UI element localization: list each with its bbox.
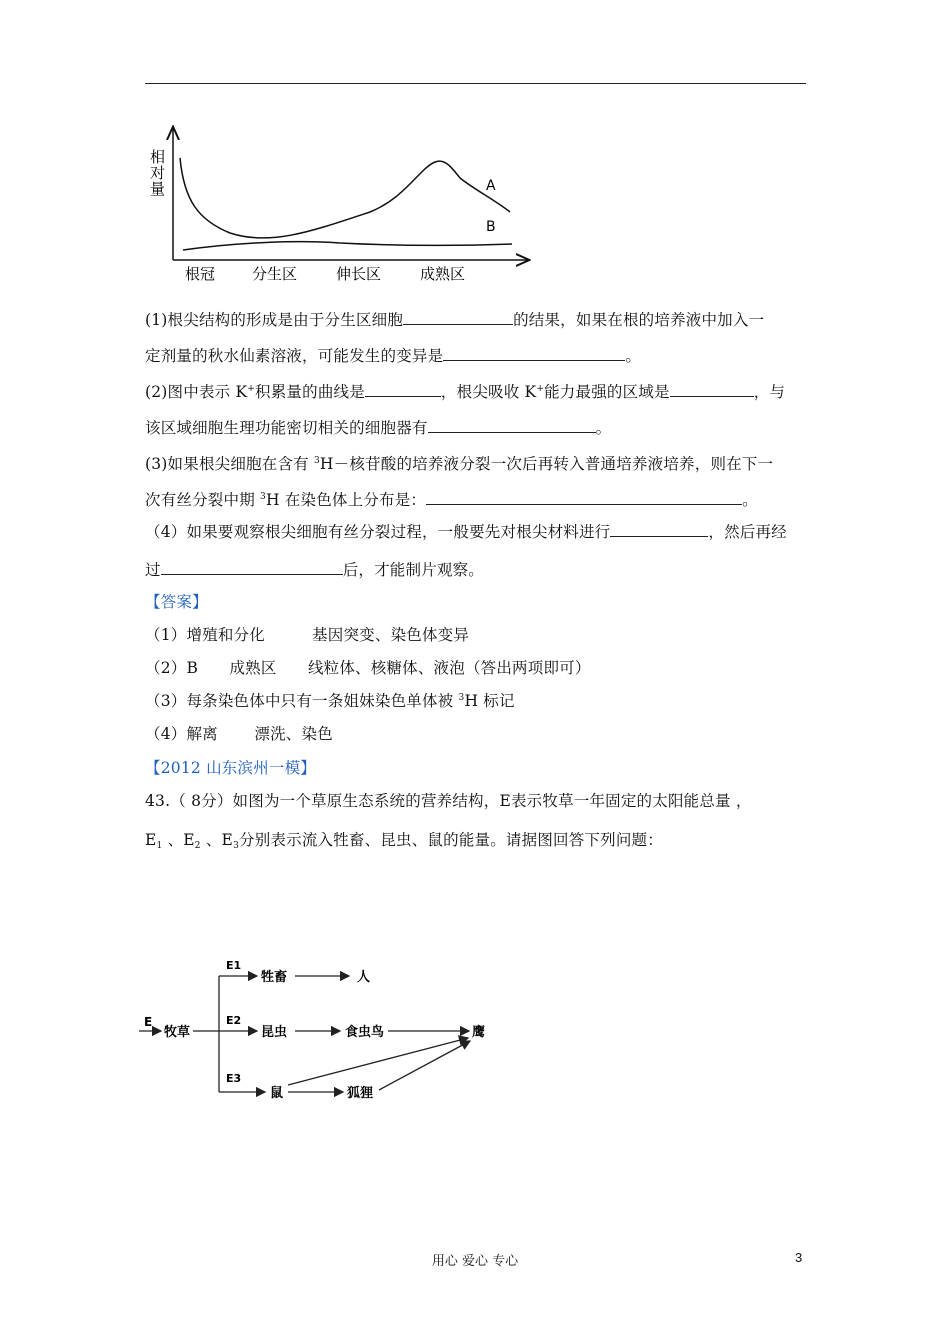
header-rule — [145, 83, 806, 84]
food-web-figure — [135, 955, 495, 1105]
node-insect: 昆虫 — [261, 1025, 288, 1040]
answer-heading: 【答案】 — [145, 593, 208, 611]
x-label-maturation: 成熟区 — [420, 265, 466, 283]
answer-1: （1）增殖和分化 基因突变、染色体变异 — [145, 626, 470, 644]
x-label-elongation: 伸长区 — [336, 265, 382, 283]
node-insectivore-bird: 食虫鸟 — [345, 1025, 385, 1040]
question-2-line-2: 该区域细胞生理功能密切相关的细胞器有 。 — [145, 419, 612, 437]
root-tip-curve-figure — [140, 120, 540, 290]
label-e1: E1 — [226, 959, 242, 972]
answer-2: （2）B 成熟区 线粒体、核糖体、液泡（答出两项即可） — [145, 659, 591, 677]
answer-blank[interactable] — [428, 418, 596, 433]
answer-blank[interactable] — [670, 382, 754, 397]
question-1-line-2: 定剂量的秋水仙素溶液，可能发生的变异是 。 — [145, 347, 642, 365]
arrow-mouse-to-eagle — [288, 1038, 468, 1085]
answer-blank[interactable] — [365, 382, 441, 397]
node-human: 人 — [357, 970, 371, 985]
y-label-2: 对 — [150, 164, 166, 182]
question-4-line-2: 过 后，才能制片观察。 — [145, 561, 485, 579]
page-footer: 用心 爱心 专心 — [431, 1254, 519, 1269]
question-1-line-1: (1)根尖结构的形成是由于分生区细胞 的结果，如果在根的培养液中加入一 — [145, 311, 765, 329]
label-e: E — [144, 1015, 153, 1029]
curve-label-b: B — [486, 219, 496, 235]
label-e2: E2 — [226, 1014, 242, 1027]
curve-b — [183, 242, 512, 250]
curve-a — [180, 158, 510, 238]
question-3-line-1: (3)如果根尖细胞在含有 $^3$H－核苷酸的培养液分裂一次后再转入普通培养液培养，则在下一 — [145, 455, 774, 473]
source-tag: 【2012 山东滨州一模】 — [145, 759, 316, 777]
answer-4: （4）解离 漂洗、染色 — [145, 725, 333, 743]
y-label-1: 相 — [150, 148, 166, 166]
question-43-line-2: $E_1$ 、$E_2$ 、$E_3$分别表示流入牲畜、昆虫、鼠的能量。请据图回答下列问题： — [145, 831, 663, 851]
question-3-line-2: 次有丝分裂中期 $^3$H 在染色体上分布是： 。 — [145, 491, 758, 509]
answer-blank[interactable] — [161, 560, 343, 575]
node-mouse: 鼠 — [270, 1086, 284, 1101]
x-label-meristem: 分生区 — [252, 265, 298, 283]
answer-blank[interactable] — [610, 522, 708, 537]
curve-label-a: A — [486, 178, 496, 194]
arrow-fox-to-eagle — [379, 1041, 470, 1090]
node-livestock: 牲畜 — [261, 970, 288, 985]
answer-blank[interactable] — [403, 310, 513, 325]
x-label-root-cap: 根冠 — [185, 265, 216, 283]
answer-3: （3）每条染色体中只有一条姐妹染色单体被 $^3$H 标记 — [145, 692, 515, 710]
question-4-line-1: （4）如果要观察根尖细胞有丝分裂过程，一般要先对根尖材料进行 ，然后再经 — [145, 523, 787, 541]
page-number: 3 — [795, 1250, 803, 1265]
node-grass: 牧草 — [164, 1025, 191, 1040]
node-eagle: 鹰 — [472, 1025, 486, 1040]
question-43-line-1: 43.（ 8分）如图为一个草原生态系统的营养结构，E表示牧草一年固定的太阳能总量 ， — [145, 792, 752, 810]
label-e3: E3 — [226, 1072, 242, 1085]
question-2-line-1: (2)图中表示 K+积累量的曲线是 ，根尖吸收 K+能力最强的区域是 ，与 — [145, 383, 786, 401]
node-fox: 狐狸 — [347, 1086, 374, 1101]
y-label-3: 量 — [150, 180, 166, 198]
answer-blank[interactable] — [426, 490, 742, 505]
answer-blank[interactable] — [443, 346, 625, 361]
